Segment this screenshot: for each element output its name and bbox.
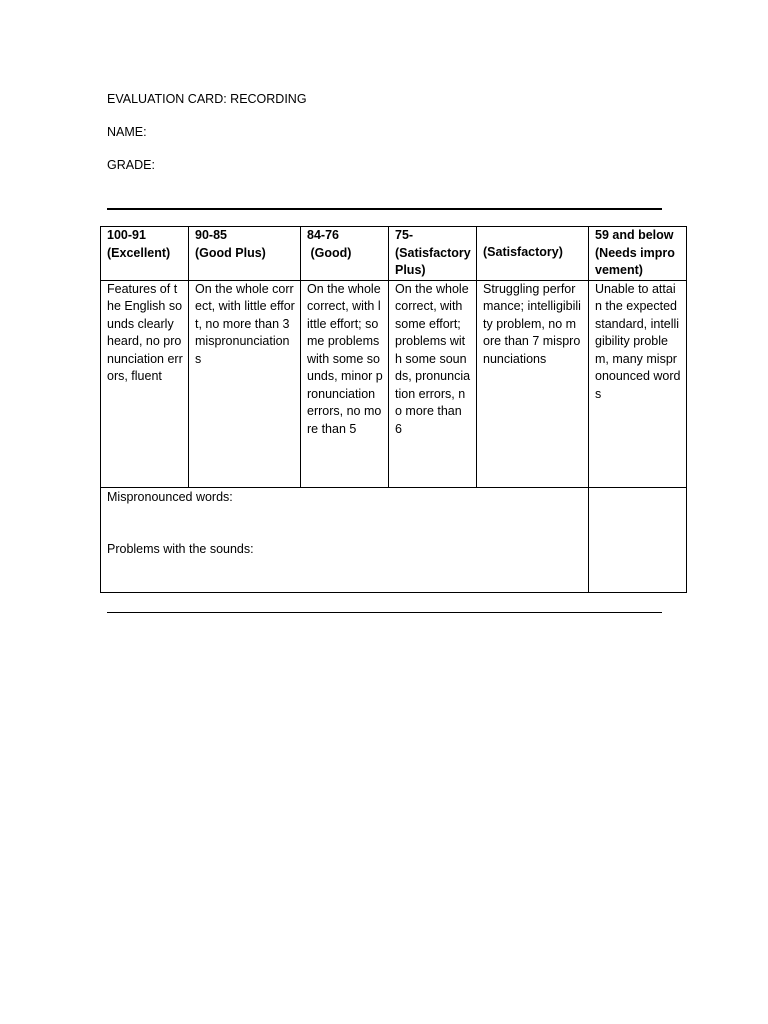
grade-label: (Good) <box>307 245 352 260</box>
grade-header-needs-improvement <box>589 227 687 281</box>
grade-label: (Satisfactory) <box>483 245 563 259</box>
top-divider <box>107 208 662 210</box>
grade-header-satisfactory-plus <box>389 227 477 281</box>
rubric-header-row <box>101 227 687 281</box>
grade-header-good <box>301 227 389 281</box>
description-satisfactory-plus: On the whole correct, with some effort; problems with some sounds, pronunciation errors, no more than 6 <box>389 280 477 487</box>
description-good: On the whole correct, with little effort; some problems with some sounds, minor pronunciation errors, no more than 5 <box>301 280 389 487</box>
grade-header-good-plus <box>189 227 301 281</box>
grade-label: (Needs improvement) <box>595 245 675 277</box>
rubric-notes-row <box>101 487 687 592</box>
page-title: EVALUATION CARD: RECORDING <box>107 92 307 106</box>
grade-header-satisfactory <box>477 227 589 281</box>
description-needs-improvement: Unable to attain the expected standard, intelligibility problem, many mispronounced words <box>589 280 687 487</box>
bottom-divider <box>107 612 662 613</box>
name-label: NAME: <box>107 125 147 139</box>
sound-problems-label: Problems with the sounds: <box>107 542 254 556</box>
rubric-description-row <box>101 280 687 487</box>
description-good-plus: On the whole correct, with little effort, no more than 3 mispronunciations <box>189 280 301 487</box>
description-satisfactory: Struggling performance; intelligibility problem, no more than 7 mispronunciations <box>477 280 589 487</box>
grade-range: 90-85 <box>195 228 227 242</box>
grade-range: 75- <box>395 228 414 242</box>
grade-label: (Good Plus) <box>195 245 266 260</box>
notes-side-cell <box>589 487 687 592</box>
rubric-table <box>100 226 687 593</box>
grade-range: 59 and below <box>595 228 674 242</box>
notes-cell <box>101 487 589 592</box>
mispronounced-words-label: Mispronounced words: <box>107 489 233 504</box>
description-excellent: Features of the English sounds clearly heard, no pronunciation errors, fluent <box>101 280 189 487</box>
grade-range: 100-91 <box>107 228 146 242</box>
grade-label: GRADE: <box>107 158 155 172</box>
grade-label: (Satisfactory Plus) <box>395 245 471 277</box>
grade-header-excellent <box>101 227 189 281</box>
grade-label: (Excellent) <box>107 245 171 260</box>
grade-range: 84-76 <box>307 228 339 242</box>
